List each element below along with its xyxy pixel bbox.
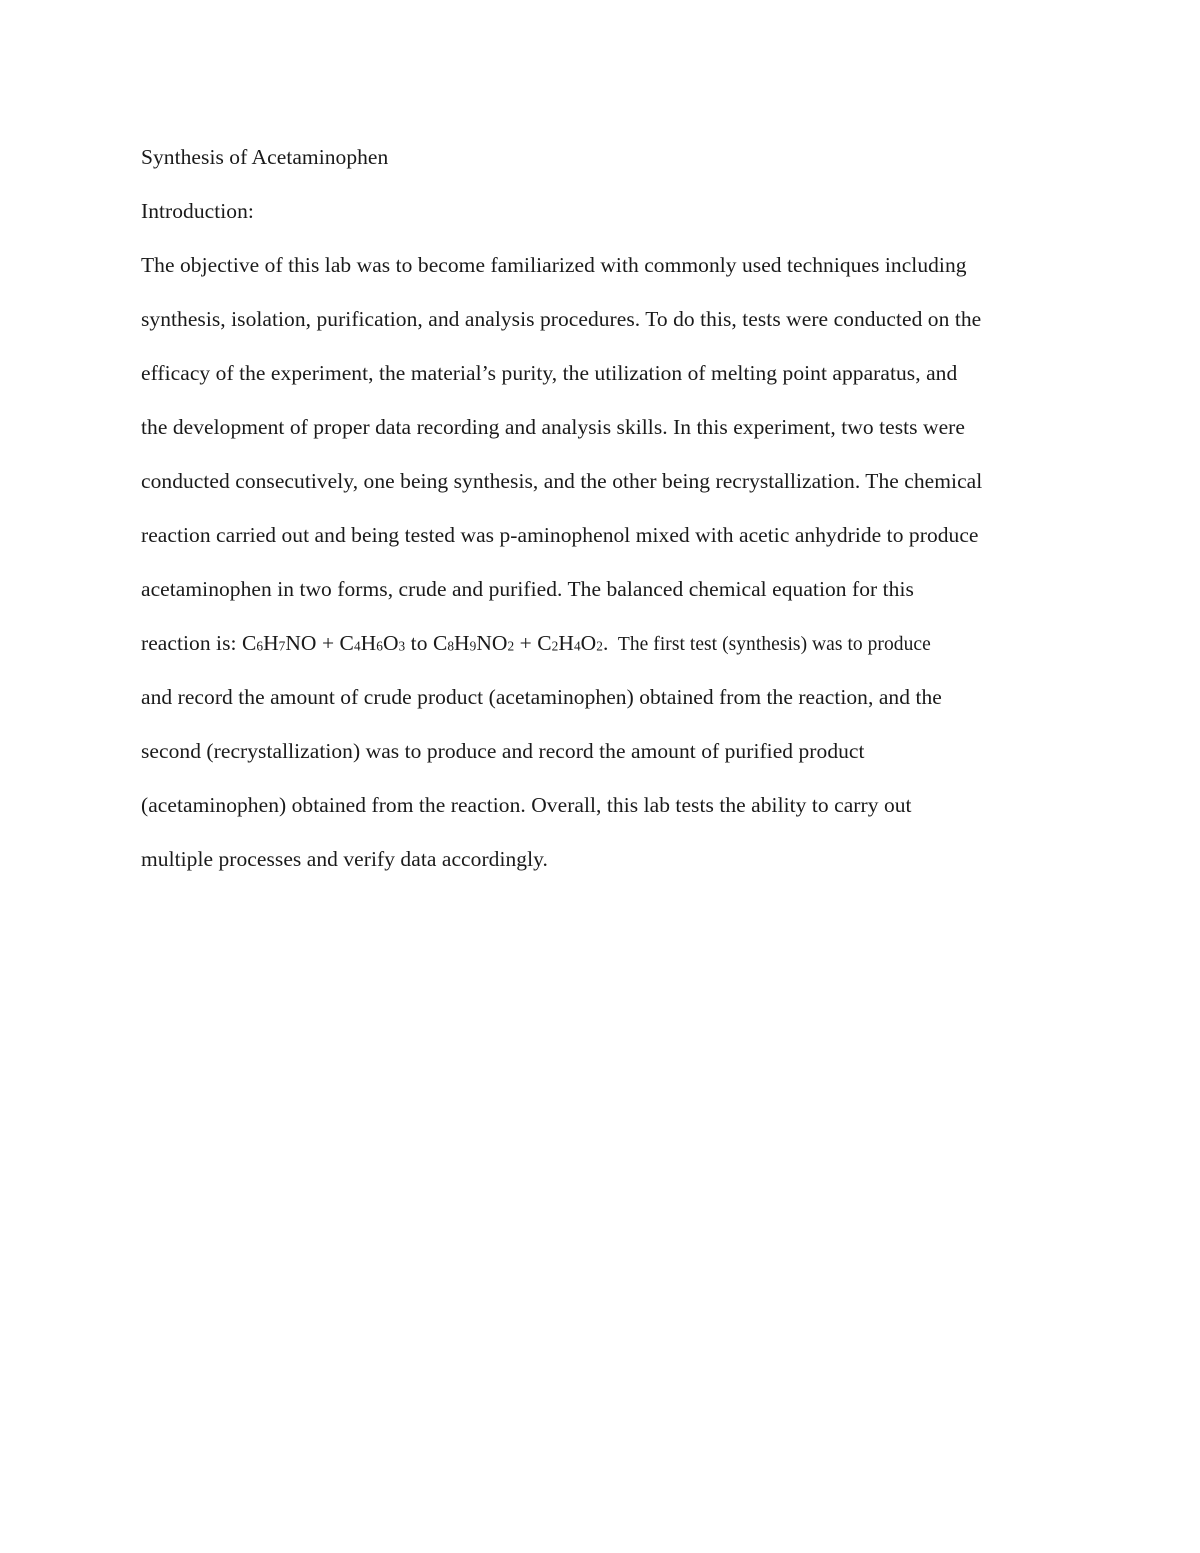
paragraph-line: acetaminophen in two forms, crude and purified. The balanced chemical equation for this <box>141 577 914 601</box>
paragraph-line: efficacy of the experiment, the material’s purity, the utilization of melting point apparatus, and <box>141 361 958 385</box>
equation-continuation: The first test (synthesis) was to produce <box>608 634 931 655</box>
paragraph-line: The objective of this lab was to become familiarized with commonly used techniques including <box>141 253 967 277</box>
paragraph-line: reaction carried out and being tested was p-aminophenol mixed with acetic anhydride to produce <box>141 523 979 547</box>
paragraph-line: (acetaminophen) obtained from the reaction. Overall, this lab tests the ability to carry out <box>141 793 912 817</box>
paragraph-line: conducted consecutively, one being synthesis, and the other being recrystallization. The chemical <box>141 469 983 493</box>
chemical-formula-product-2: $C_2H_4O_2$ <box>537 631 603 655</box>
equation-period: . <box>602 631 609 655</box>
chemical-formula-reactant-1: $C_6H_7NO$ <box>241 631 317 655</box>
paragraph-line: second (recrystallization) was to produce and record the amount of purified product <box>141 739 865 763</box>
equation-arrow-word: to <box>405 631 433 655</box>
document-title: Synthesis of Acetaminophen <box>141 145 389 169</box>
paragraph-line: multiple processes and verify data accordingly. <box>141 847 548 871</box>
paragraph-line: synthesis, isolation, purification, and analysis procedures. To do this, tests were conducted on the <box>141 307 982 331</box>
equation-prefix: reaction is: <box>141 631 242 655</box>
equation-line <box>141 628 931 660</box>
chemical-formula-reactant-2: $C_4H_6O_3$ <box>339 631 406 655</box>
paragraph-line: and record the amount of crude product (acetaminophen) obtained from the reaction, and the <box>141 685 942 709</box>
chemical-formula-product-1: $C_8H_9NO_2$ <box>432 631 515 655</box>
paragraph-line: the development of proper data recording and analysis skills. In this experiment, two tests were <box>141 415 965 439</box>
equation-plus: + <box>316 631 340 655</box>
equation-plus: + <box>514 631 538 655</box>
section-heading-introduction: Introduction: <box>141 199 254 223</box>
